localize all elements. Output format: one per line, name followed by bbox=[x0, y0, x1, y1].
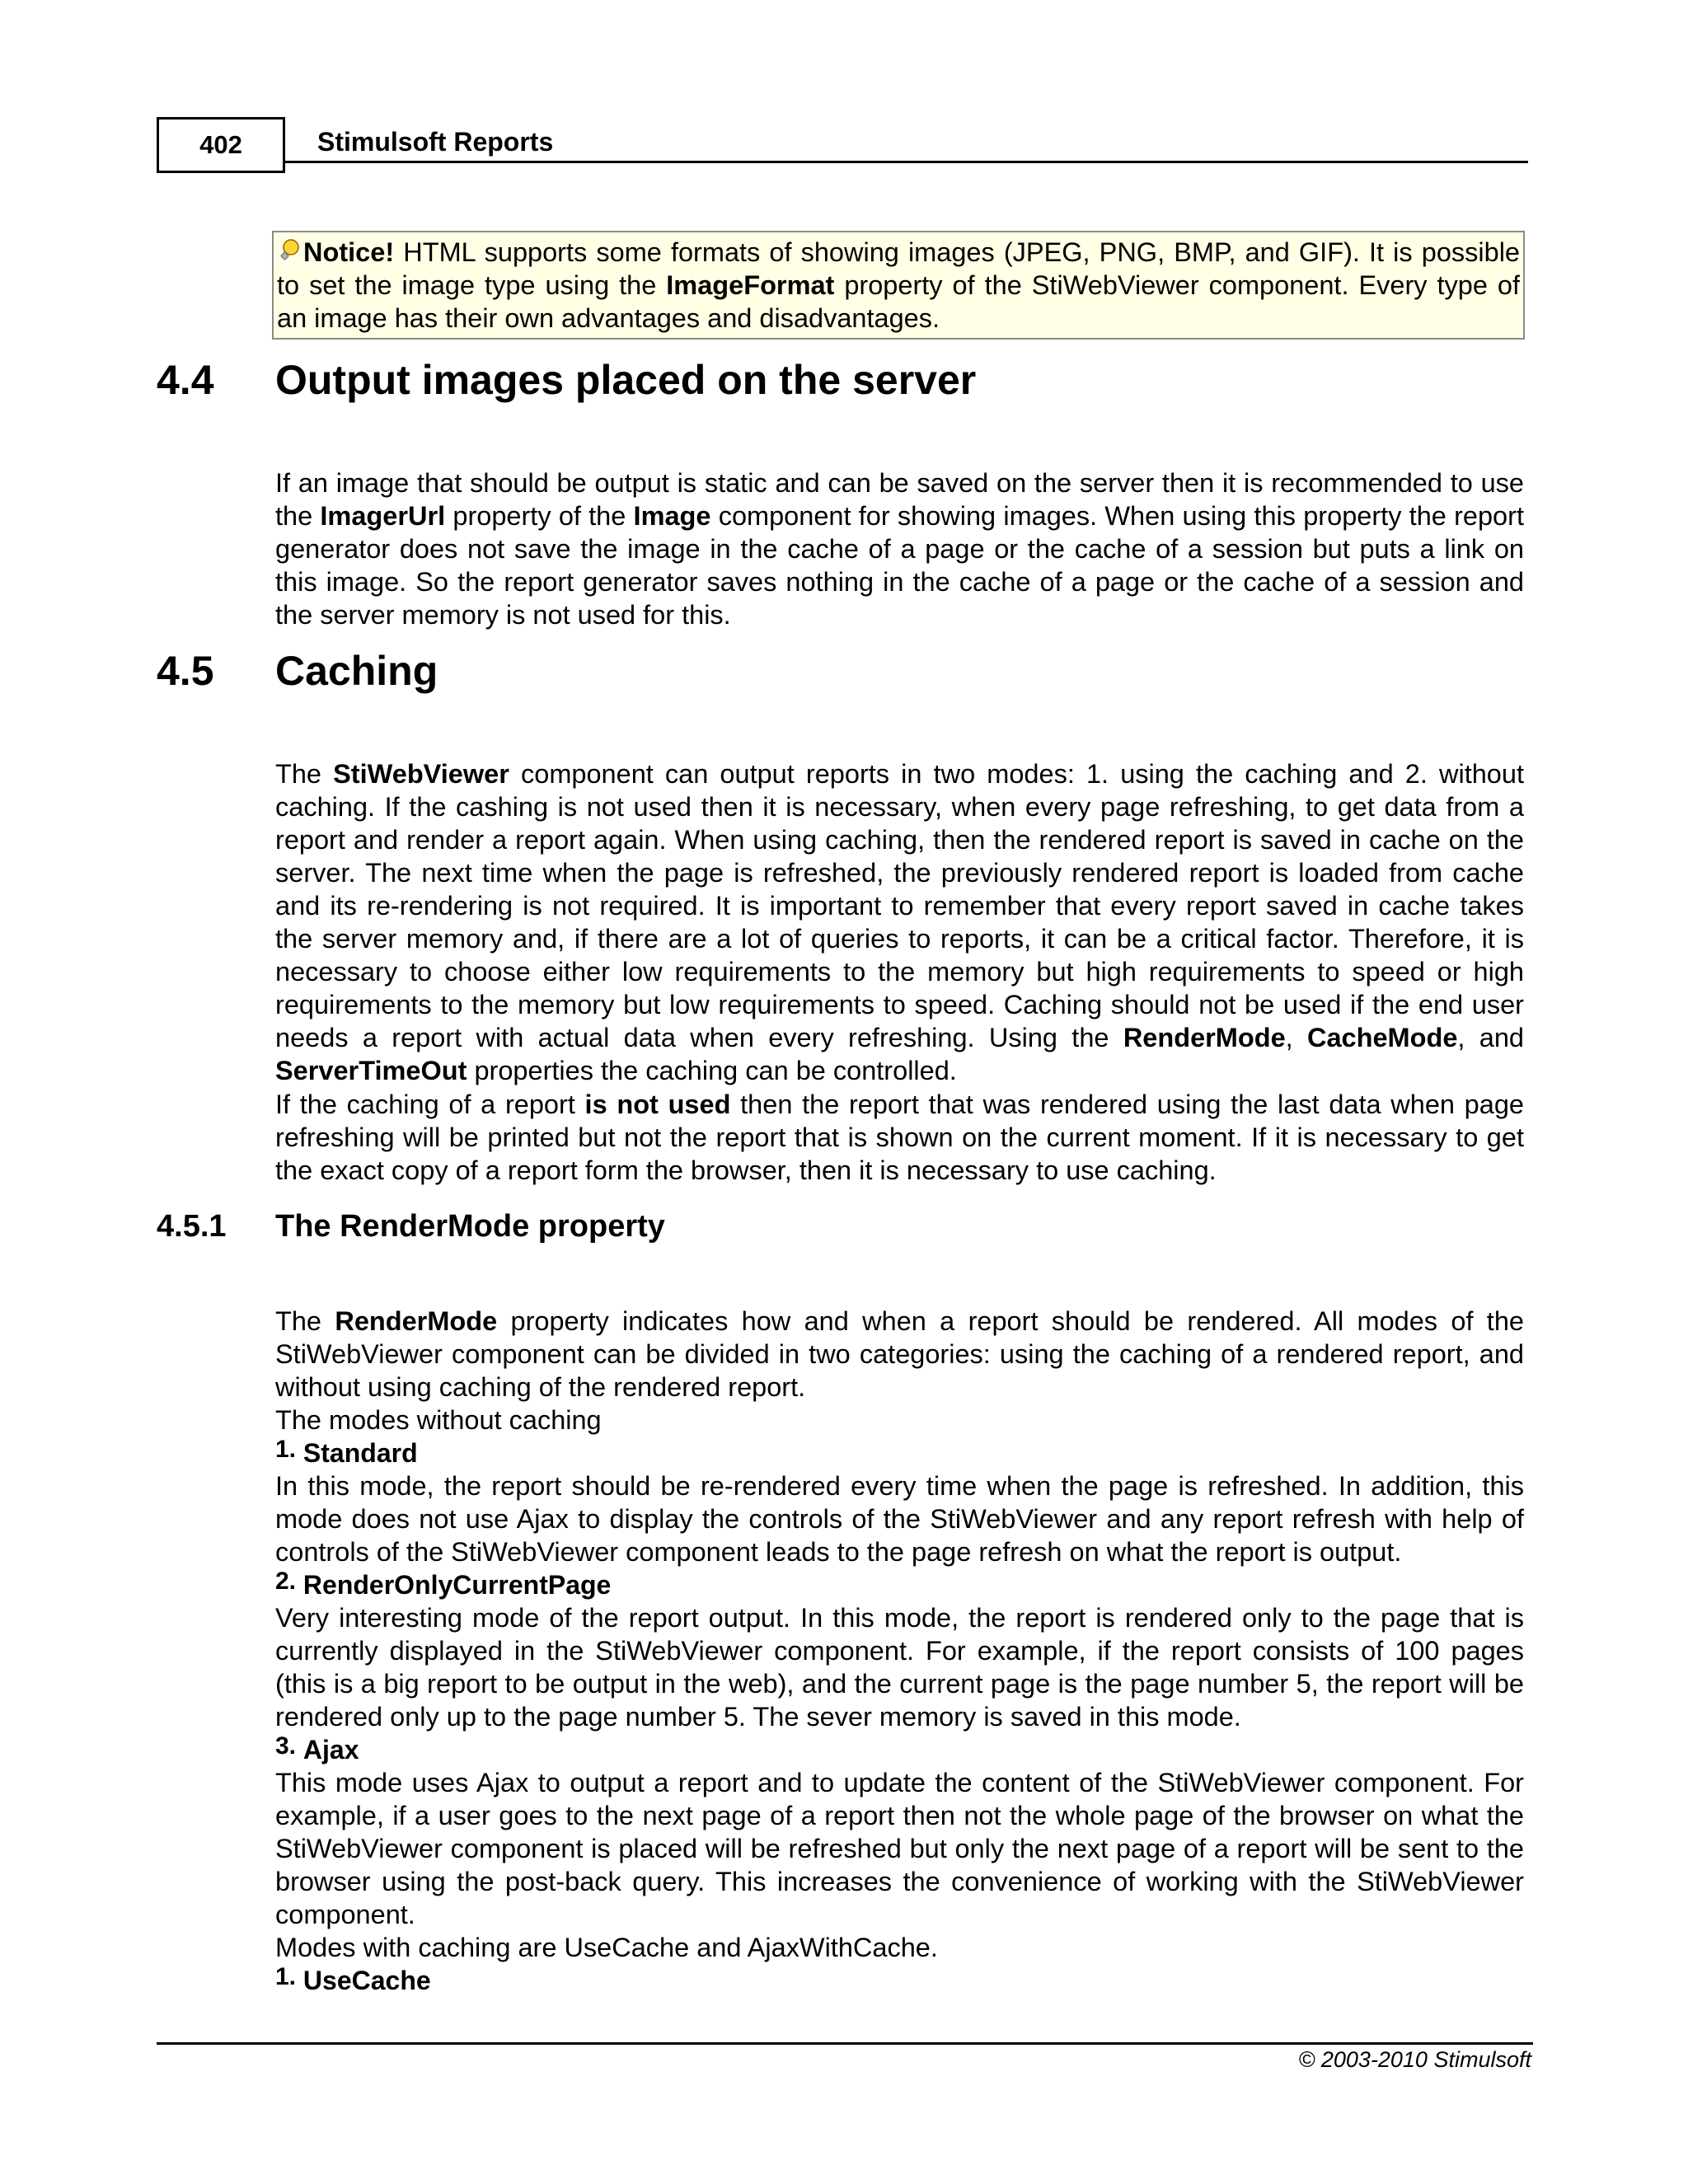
header-rule bbox=[285, 161, 1528, 163]
mode-ajax-text: This mode uses Ajax to output a report and to update the content of the StiWebViewer component. For example, if a user goes to the next page of a report then not the whole page of the browser on what the StiWebViewer component is placed will be refreshed but only the next page of a report will be sent to the browser using the post-back query. This increases the convenience of working with the StiWebViewer component. bbox=[275, 1768, 1524, 1929]
section-title: Output images placed on the server bbox=[275, 357, 977, 403]
item-label: Ajax bbox=[302, 1735, 359, 1765]
section-number: 4.5 bbox=[157, 648, 214, 694]
item-number: 1. bbox=[275, 1963, 297, 1990]
paragraph-output-images: If an image that should be output is static and can be saved on the server then it is recommended to use the ImagerUrl property of the Image component for showing images. When using this property the report generator does not save the image in the cache of a page or the cache of a session but puts a link on this image. So the report generator saves nothing in the cache of a page or the cache of a session and the server memory is not used for this. bbox=[275, 468, 1524, 630]
notice-bulb-icon bbox=[277, 238, 302, 263]
notice-label: Notice! bbox=[303, 237, 395, 267]
modes-without-caching: The modes without caching bbox=[275, 1405, 602, 1435]
page-number-box bbox=[157, 117, 285, 173]
mode-item-ajax bbox=[275, 1733, 359, 1768]
footer-rule bbox=[157, 2042, 1533, 2045]
paragraph-caching-not-used: If the caching of a report is not used then the report that was rendered using the last data when page refreshing will be printed but not the report that is shown on the current moment. If it is necessary to get the exact copy of a report form the browser, then it is necessary to use caching. bbox=[275, 1090, 1524, 1185]
notice-text: HTML supports some formats of showing images (JPEG, PNG, BMP, and GIF). It is possible to set the image type using the bbox=[277, 237, 1520, 300]
bold-rendermode: RenderMode bbox=[1123, 1023, 1286, 1052]
modes-with-caching: Modes with caching are UseCache and AjaxWithCache. bbox=[275, 1933, 938, 1962]
footer-copyright: © 2003-2010 Stimulsoft bbox=[1298, 2047, 1531, 2072]
bold-imagerurl: ImagerUrl bbox=[320, 501, 446, 531]
item-number: 2. bbox=[275, 1568, 297, 1595]
mode-item-standard bbox=[275, 1436, 418, 1471]
section-title: Caching bbox=[275, 648, 438, 694]
notice-bold-imageformat: ImageFormat bbox=[666, 270, 835, 300]
bold-stiwebviewer: StiWebViewer bbox=[333, 759, 509, 789]
mode-renderonlycurrentpage-text: Very interesting mode of the report output. In this mode, the report is rendered only to the page that is currently displayed in the StiWebViewer component. For example, if the report consists of 100 pages (this is a big report to be output in the web), and the current page is the page number 5, the report will be rendered only up to the page number 5. The sever memory is saved in this mode. bbox=[275, 1603, 1524, 1732]
item-label: UseCache bbox=[302, 1966, 431, 1995]
notice-box bbox=[272, 231, 1525, 340]
bold-rendermode: RenderMode bbox=[335, 1306, 498, 1336]
paragraph-caching: The StiWebViewer component can output reports in two modes: 1. using the caching and 2. without caching. If the cashing is not used then it is necessary, when every page refreshing, to get data from a report and render a report again. When using caching, then the rendered report is saved in cache on the server. The next time when the page is refreshed, the previously rendered report is loaded from cache and its re-rendering is not required. It is important to remember that every report saved in cache takes the server memory and, if there are a lot of queries to reports, it can be a critical factor. Therefore, it is necessary to choose either low requirements to the memory but high requirements to speed or high requirements to the memory but low requirements to speed. Caching should not be used if the end user needs a report with actual data when every refreshing. Using the RenderMode, CacheMode, and ServerTimeOut properties the caching can be controlled. bbox=[275, 759, 1524, 1085]
section-title: The RenderMode property bbox=[275, 1209, 665, 1244]
item-label: RenderOnlyCurrentPage bbox=[302, 1570, 612, 1600]
page-number: 402 bbox=[199, 130, 242, 159]
bold-is-not-used: is not used bbox=[584, 1090, 731, 1119]
mode-item-usecache bbox=[275, 1964, 431, 1999]
bold-servertimeout: ServerTimeOut bbox=[275, 1056, 467, 1085]
item-number: 1. bbox=[275, 1436, 297, 1463]
bold-cachemode: CacheMode bbox=[1307, 1023, 1458, 1052]
mode-item-renderonlycurrentpage bbox=[275, 1568, 611, 1603]
section-number: 4.5.1 bbox=[157, 1209, 227, 1244]
header-title: Stimulsoft Reports bbox=[317, 127, 554, 157]
bold-image: Image bbox=[633, 501, 711, 531]
mode-standard-text: In this mode, the report should be re-rendered every time when the page is refreshed. In addition, this mode does not use Ajax to display the controls of the StiWebViewer and any report refresh with help of controls of the StiWebViewer component leads to the page refresh on what the report is output. bbox=[275, 1471, 1524, 1567]
paragraph-rendermode: The RenderMode property indicates how and when a report should be rendered. All modes of the StiWebViewer component can be divided in two categories: using the caching of a rendered report, and without using caching of the rendered report. bbox=[275, 1306, 1524, 1402]
item-number: 3. bbox=[275, 1732, 297, 1760]
item-label: Standard bbox=[302, 1438, 418, 1468]
notice-text-end: property of the StiWebViewer component. Every type of an image has their own advantages and disadvantages. bbox=[277, 270, 1521, 333]
section-number: 4.4 bbox=[157, 357, 214, 403]
